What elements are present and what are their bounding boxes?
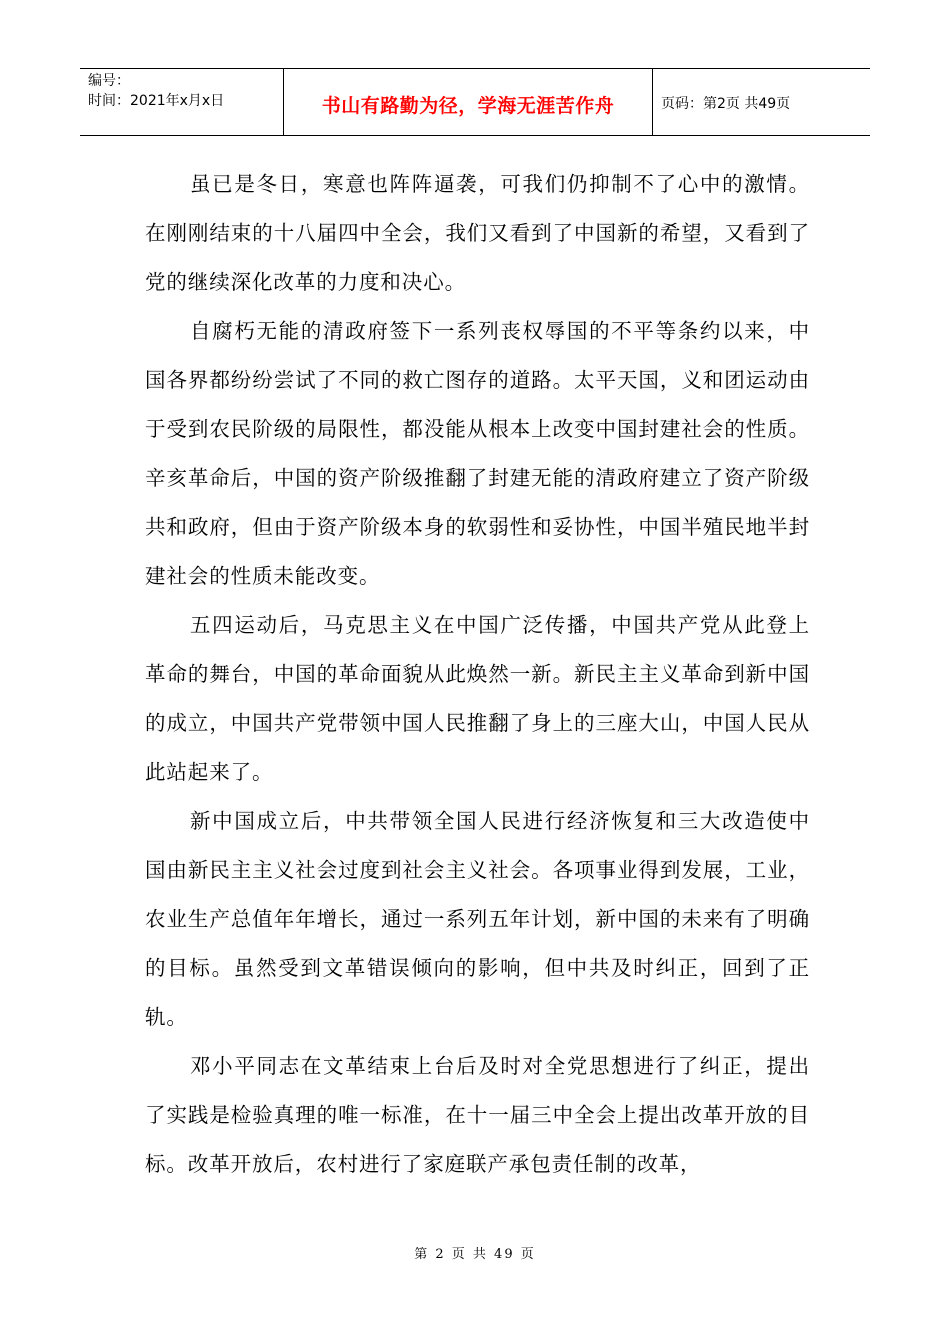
- page-footer: 第 2 页 共 49 页: [414, 1247, 536, 1262]
- document-time-label: 时间：2021年x月x日: [88, 93, 225, 109]
- header-meta-cell: [80, 69, 283, 135]
- paragraph: 五四运动后，马克思主义在中国广泛传播，中国共产党从此登上革命的舞台，中国的革命面貌从此焕然一新。新民主主义革命到新中国的成立，中国共产党带领中国人民推翻了身上的三座大山，中国人民从此站起来了。: [145, 613, 810, 784]
- header-page-cell: [653, 69, 870, 135]
- document-body: [145, 160, 810, 1189]
- header-table: [80, 68, 870, 136]
- paragraph: 自腐朽无能的清政府签下一系列丧权辱国的不平等条约以来，中国各界都纷纷尝试了不同的救亡图存的道路。太平天国，义和团运动由于受到农民阶级的局限性，都没能从根本上改变中国封建社会的性质。辛亥革命后，中国的资产阶级推翻了封建无能的清政府建立了资产阶级共和政府，但由于资产阶级本身的软弱性和妥协性，中国半殖民地半封建社会的性质未能改变。: [145, 319, 810, 588]
- paragraph: 新中国成立后，中共带领全国人民进行经济恢复和三大改造使中国由新民主主义社会过度到社会主义社会。各项事业得到发展，工业，农业生产总值年年增长，通过一系列五年计划，新中国的未来有了明确的目标。虽然受到文革错误倾向的影响，但中共及时纠正，回到了正轨。: [145, 809, 810, 1029]
- paragraph: 虽已是冬日，寒意也阵阵逼袭，可我们仍抑制不了心中的激情。在刚刚结束的十八届四中全会，我们又看到了中国新的希望，又看到了党的继续深化改革的力度和决心。: [145, 172, 810, 294]
- header-motto-cell: [283, 69, 653, 135]
- header-page-info: 页码：第2页 共49页: [661, 96, 791, 112]
- document-number-label: 编号：: [88, 73, 130, 89]
- paragraph: 邓小平同志在文革结束上台后及时对全党思想进行了纠正，提出了实践是检验真理的唯一标准，在十一届三中全会上提出改革开放的目标。改革开放后，农村进行了家庭联产承包责任制的改革，: [145, 1054, 810, 1176]
- header-motto: 书山有路勤为径，学海无涯苦作舟: [321, 94, 615, 117]
